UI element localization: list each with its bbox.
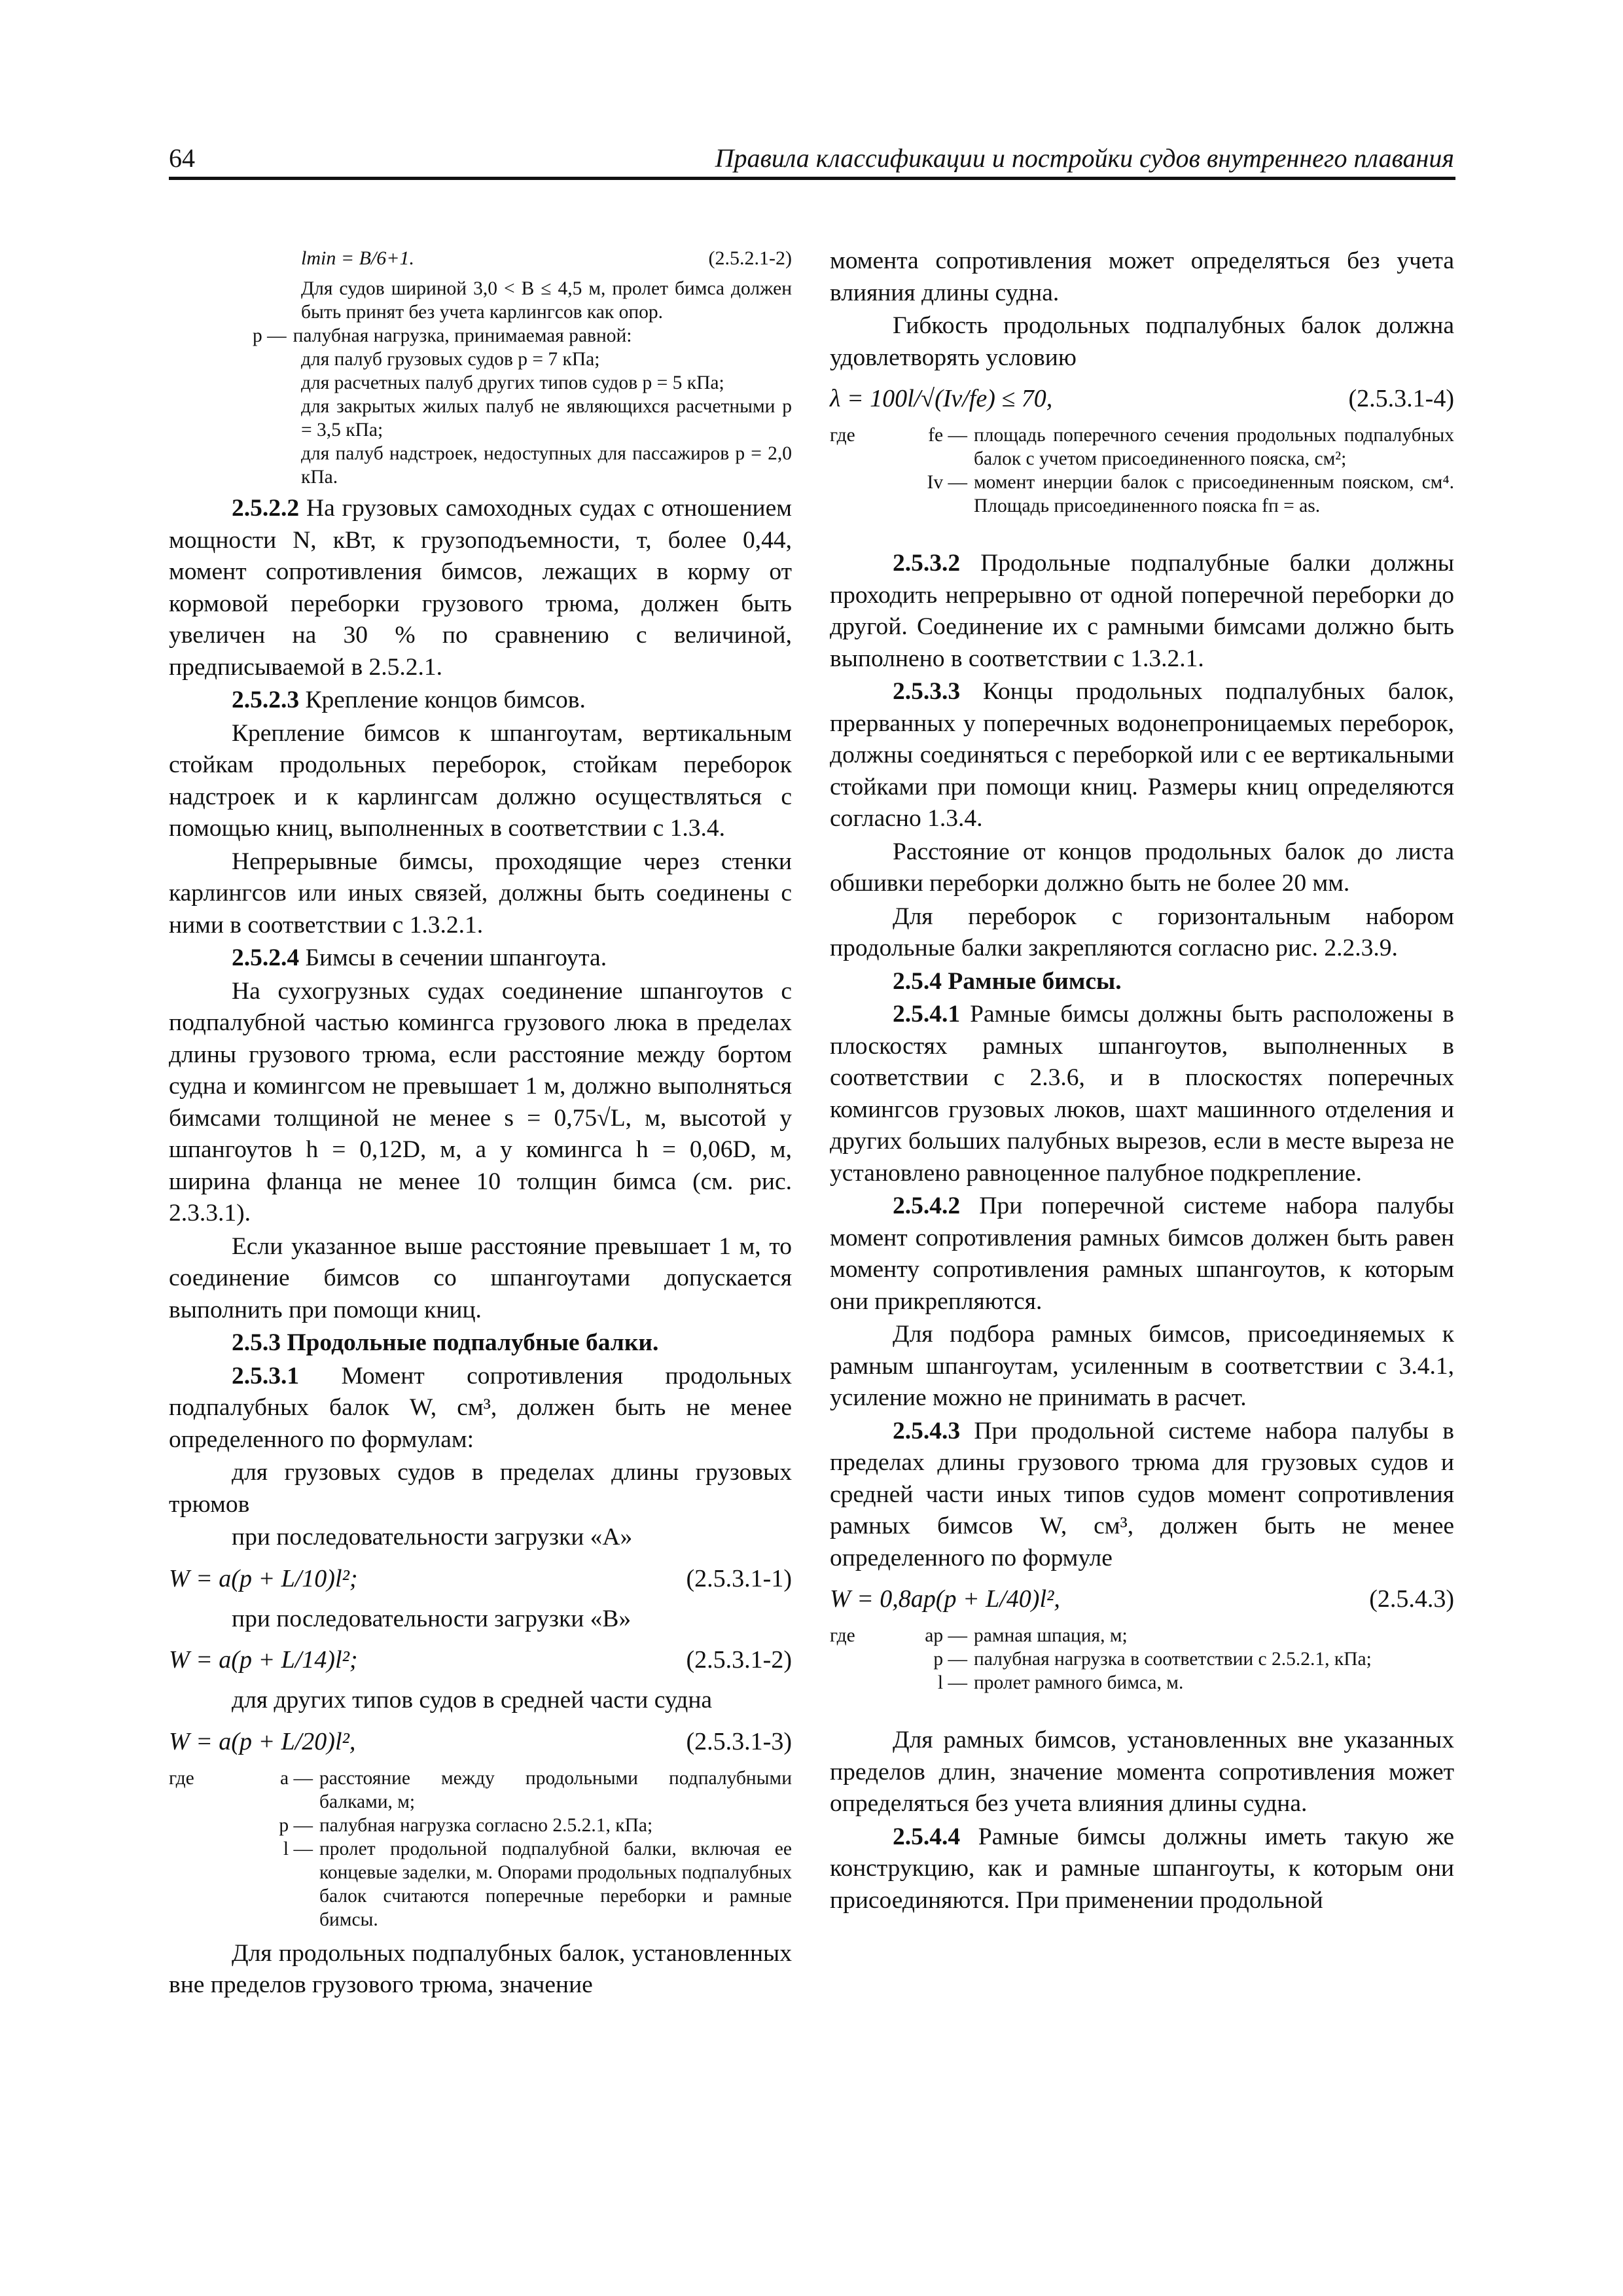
paragraph: Для переборок с горизонтальным набором продольные балки закрепляются согласно рис. 2.2.3.9.	[830, 903, 1454, 961]
note-width: Для судов шириной 3,0 < B ≤ 4,5 м, пролет бимса должен быть принят без учета карлингсов как опор.	[301, 278, 792, 323]
where-block	[169, 1767, 792, 1931]
section-number: 2.5.2.2	[232, 495, 300, 522]
paragraph: при последовательности загрузки «А»	[232, 1524, 633, 1551]
paragraph: Непрерывные бимсы, проходящие через стенки карлингсов или иных связей, должны быть соединены с ними в соответствии с 1.3.2.1.	[169, 848, 792, 939]
where-symbol: l —	[937, 1672, 967, 1693]
section-2-5-4-1	[830, 999, 1454, 1189]
section-number: 2.5.2.3	[232, 687, 300, 713]
list-item: для палуб грузовых судов p = 7 кПа;	[301, 349, 600, 370]
where-block	[830, 423, 1454, 518]
section-text: Момент сопротивления продольных подпалубных балок W, см³, должен быть не менее определенного по формулам:	[169, 1362, 793, 1453]
formula-label: (2.5.3.1-1)	[686, 1564, 792, 1592]
section-number: 2.5.2.4	[232, 944, 300, 971]
paragraph: Если указанное выше расстояние превышает 1 м, то соединение бимсов со шпангоутами допускается выполнить при помощи книц.	[169, 1232, 792, 1323]
formula-label: (2.5.2.1-2)	[708, 247, 792, 269]
formula-expr: W = 0,8aр(p + L/40)l²,	[830, 1585, 1060, 1613]
paragraph: момента сопротивления может определяться без учета влияния длины судна.	[830, 247, 1454, 306]
paragraph: Для подбора рамных бимсов, присоединяемых к рамным шпангоутам, усиленным в соответствии с 3.4.1, усиление можно не принимать в расчет.	[830, 1321, 1454, 1411]
where-text: пролет рамного бимса, м.	[974, 1672, 1184, 1693]
where-text: расстояние между продольными подпалубными балками, м;	[319, 1767, 792, 1812]
p-definition	[253, 324, 792, 348]
formula-label: (2.5.3.1-3)	[686, 1727, 792, 1755]
where-row	[169, 1837, 792, 1931]
where-row	[830, 1671, 1454, 1695]
paragraph: Для рамных бимсов, установленных вне указанных пределов длин, значение момента сопротивления может определяться без учета влияния длины судна.	[830, 1727, 1454, 1817]
section-2-5-4-4	[830, 1821, 1454, 1917]
formula-expr: W = a(p + L/10)l²;	[169, 1564, 358, 1592]
left-column	[169, 245, 792, 2003]
formula-label: (2.5.3.1-2)	[686, 1646, 792, 1674]
paragraph: На сухогрузных судах соединение шпангоутов с подпалубной частью комингса грузового люка в пределах длины грузового трюма, если расстояние между бортом судна и комингсом не превышает 1 м, должно выполняться бимсами толщиной не менее s = 0,75√L, м, высотой у шпангоутов h = 0,12D, м, а у комингса h = 0,06D, м, ширина фланца не менее 10 толщин бимса (см. рис. 2.3.3.1).	[169, 977, 792, 1227]
where-symbol: a —	[280, 1767, 313, 1789]
section-2-5-2-3	[169, 685, 792, 717]
section-number: 2.5.4.1	[893, 1001, 961, 1028]
formula-expr: W = a(p + L/14)l²;	[169, 1646, 358, 1674]
formula-label: (2.5.3.1-4)	[1348, 385, 1454, 412]
where-row	[830, 1647, 1454, 1671]
formula-2-5-3-1-4	[830, 380, 1454, 417]
where-row	[830, 1624, 1454, 1647]
where-symbol: aр —	[925, 1625, 967, 1646]
section-text: Рамные бимсы должны иметь такую же конструкцию, как и рамные шпангоуты, к которым они присоединяются. При применении продольной	[830, 1823, 1455, 1914]
formula-2-5-3-1-2	[169, 1641, 792, 1678]
paragraph: для грузовых судов в пределах длины грузовых трюмов	[169, 1459, 792, 1518]
section-2-5-3-title: 2.5.3 Продольные подпалубные балки.	[232, 1329, 659, 1356]
section-number: 2.5.3.3	[893, 678, 961, 705]
list-item: для закрытых жилых палуб не являющихся расчетными p = 3,5 кПа;	[301, 396, 792, 440]
paragraph: Крепление бимсов к шпангоутам, вертикальным стойкам продольных переборок, стойкам переборок надстроек и к карлингсам должно осуществляться с помощью книц, выполненных в соответствии с 1.3.4.	[169, 719, 792, 842]
where-word: где	[830, 1625, 855, 1646]
list-item: для расчетных палуб других типов судов p = 5 кПа;	[301, 372, 724, 393]
section-2-5-2-2	[169, 493, 792, 683]
section-2-5-2-4	[169, 942, 792, 975]
where-block	[830, 1624, 1454, 1695]
formula-2-5-4-3	[830, 1581, 1454, 1617]
formula-2-5-3-1-1	[169, 1560, 792, 1597]
paragraph: Для продольных подпалубных балок, установленных вне пределов грузового трюма, значение	[169, 1939, 792, 1998]
section-number: 2.5.3.2	[893, 550, 961, 577]
section-title: Крепление концов бимсов.	[305, 687, 586, 713]
section-text: На грузовых самоходных судах с отношением мощности N, кВт, к грузоподъемности, т, более 0,44, момент сопротивления бимсов, лежащих в корму от кормовой переборки грузового трюма, должен быть увеличен на 30 % по сравнению с величиной, предписываемой в 2.5.2.1.	[169, 495, 792, 681]
formula-expr: λ = 100l/√(Iv/fe) ≤ 70,	[830, 385, 1053, 412]
paragraph: для других типов судов в средней части судна	[232, 1687, 713, 1713]
formula-2-5-3-1-3	[169, 1723, 792, 1760]
formula-expr: lmin = B/6+1.	[301, 247, 414, 269]
header-rule	[169, 177, 1455, 180]
where-text: палубная нагрузка в соответствии с 2.5.2.1, кПа;	[974, 1649, 1372, 1670]
where-symbol: Iv —	[927, 472, 967, 493]
formula-expr: W = a(p + L/20)l²,	[169, 1727, 356, 1755]
where-row	[169, 1767, 792, 1814]
where-text: палубная нагрузка согласно 2.5.2.1, кПа;	[319, 1814, 653, 1836]
section-2-5-4-title: 2.5.4 Рамные бимсы.	[893, 967, 1122, 995]
where-row	[169, 1814, 792, 1837]
section-number: 2.5.4.4	[893, 1823, 961, 1850]
section-number: 2.5.3.1	[232, 1362, 300, 1390]
p-values-list	[301, 348, 792, 489]
section-number: 2.5.4.2	[893, 1193, 961, 1219]
paragraph: при последовательности загрузки «В»	[232, 1605, 632, 1632]
formula-lmin	[301, 245, 792, 272]
section-2-5-3-3	[830, 676, 1454, 835]
section-text: При продольной системе набора палубы в пределах длины грузового трюма для грузовых судов и средней части иных типов судов момент сопротивления рамных бимсов W, см³, должен быть не менее определенного по формуле	[830, 1417, 1454, 1571]
where-symbol: fe —	[928, 425, 967, 446]
where-symbol: p —	[933, 1649, 967, 1670]
where-symbol: l —	[283, 1838, 313, 1859]
list-item: для палуб надстроек, недоступных для пассажиров p = 2,0 кПа.	[301, 443, 792, 488]
where-text: рамная шпация, м;	[974, 1625, 1128, 1646]
section-2-5-4-2	[830, 1191, 1454, 1318]
section-text: Продольные подпалубные балки должны проходить непрерывно от одной поперечной переборки до другой. Соединение их с рамными бимсами должно быть выполнено в соответствии с 1.3.2.1.	[830, 550, 1455, 672]
where-row	[830, 423, 1454, 471]
where-text: площадь поперечного сечения продольных подпалубных балок с учетом присоединенного пояска, см²;	[974, 425, 1454, 469]
def-symbol: p —	[253, 325, 287, 346]
right-column	[830, 245, 1454, 1918]
where-text: момент инерции балок с присоединенным пояском, см⁴. Площадь присоединенного пояска fп = as.	[974, 472, 1454, 516]
running-title: Правила классификации и постройки судов внутреннего плавания	[715, 143, 1454, 173]
where-symbol: p —	[279, 1814, 313, 1836]
def-text: палубная нагрузка, принимаемая равной:	[293, 325, 632, 346]
paragraph: Расстояние от концов продольных балок до листа обшивки переборки должно быть не более 20 мм.	[830, 838, 1454, 897]
section-2-5-3-1	[169, 1361, 792, 1456]
where-word: где	[169, 1767, 194, 1789]
section-2-5-4-3	[830, 1416, 1454, 1575]
where-word: где	[830, 425, 855, 446]
section-title: Бимсы в сечении шпангоута.	[305, 944, 607, 971]
paragraph: Гибкость продольных подпалубных балок должна удовлетворять условию	[830, 312, 1454, 371]
where-text: пролет продольной подпалубной балки, включая ее концевые заделки, м. Опорами продольных подпалубных балок считаются поперечные переборки и рамные бимсы.	[319, 1838, 792, 1930]
where-row	[830, 471, 1454, 518]
formula-label: (2.5.4.3)	[1369, 1585, 1454, 1613]
page-number: 64	[169, 143, 195, 173]
section-text: Рамные бимсы должны быть расположены в плоскостях рамных шпангоутов, выполненных в соответствии с 2.3.6, и в плоскостях поперечных комингсов грузовых люков, шахт машинного отделения и других больших палубных вырезов, если в месте выреза не установлено равноценное палубное подкрепление.	[830, 1001, 1455, 1187]
section-text: Концы продольных подпалубных балок, прерванных у поперечных водонепроницаемых переборок, должны соединяться с переборкой или с ее вертикальными стойками при помощи книц. Размеры книц определяются согласно 1.3.4.	[830, 678, 1455, 832]
section-2-5-3-2	[830, 548, 1454, 675]
section-number: 2.5.4.3	[893, 1417, 961, 1444]
section-text: При поперечной системе набора палубы момент сопротивления рамных бимсов должен быть равен моменту сопротивления рамных шпангоутов, к которым они прикрепляются.	[830, 1193, 1454, 1315]
